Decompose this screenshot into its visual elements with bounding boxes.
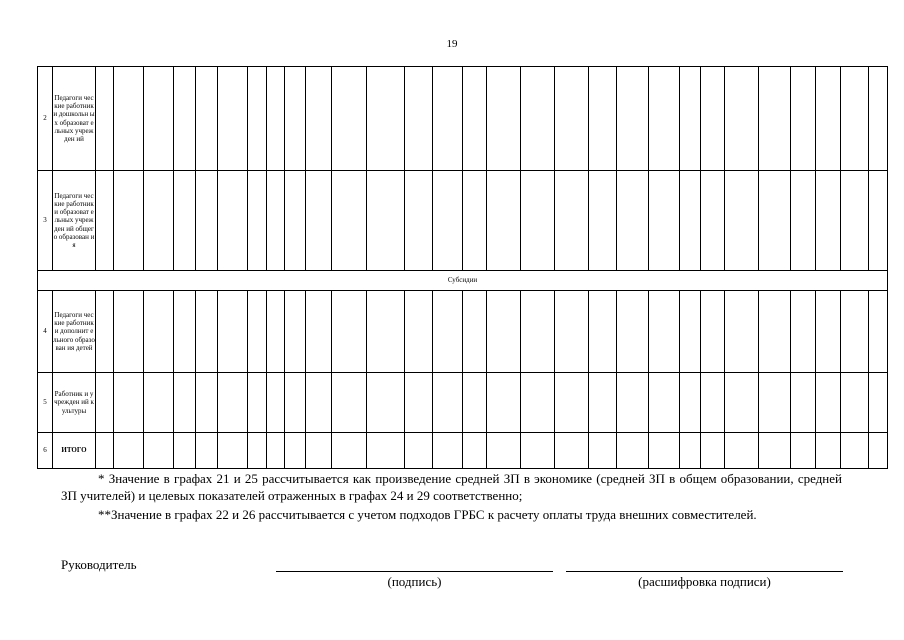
data-cell <box>463 433 487 469</box>
data-cell <box>701 373 725 433</box>
data-cell <box>332 67 367 171</box>
data-cell <box>267 433 285 469</box>
data-cell <box>841 67 869 171</box>
data-cell <box>589 373 617 433</box>
data-cell <box>521 67 555 171</box>
table-row <box>38 67 888 171</box>
data-cell <box>248 373 267 433</box>
data-cell <box>267 171 285 271</box>
table-row <box>38 291 888 373</box>
data-cell <box>114 171 144 271</box>
data-cell <box>96 67 114 171</box>
data-cell <box>285 171 306 271</box>
data-cell <box>759 67 791 171</box>
data-cell <box>367 433 405 469</box>
data-cell <box>218 67 248 171</box>
data-cell <box>332 171 367 271</box>
data-cell <box>285 291 306 373</box>
data-cell <box>791 433 816 469</box>
data-cell <box>463 171 487 271</box>
data-cell <box>267 67 285 171</box>
data-cell <box>617 67 649 171</box>
data-cell <box>306 373 332 433</box>
data-cell <box>521 373 555 433</box>
signature-line <box>276 571 553 572</box>
data-cell <box>680 67 701 171</box>
data-cell <box>114 291 144 373</box>
data-cell <box>701 291 725 373</box>
data-cell <box>144 291 174 373</box>
data-cell <box>174 171 196 271</box>
data-cell <box>680 433 701 469</box>
data-cell <box>617 171 649 271</box>
data-cell <box>218 433 248 469</box>
data-cell <box>306 67 332 171</box>
data-cell <box>174 67 196 171</box>
row-number: 4 <box>38 291 53 373</box>
data-cell <box>589 67 617 171</box>
data-cell <box>791 171 816 271</box>
data-cell <box>759 433 791 469</box>
table-row <box>38 373 888 433</box>
data-cell <box>405 373 433 433</box>
footnote-1 <box>61 470 842 504</box>
data-cell <box>367 291 405 373</box>
data-cell <box>463 373 487 433</box>
data-cell <box>869 171 888 271</box>
data-cell <box>841 171 869 271</box>
data-cell <box>680 373 701 433</box>
data-cell <box>649 171 680 271</box>
data-cell <box>433 171 463 271</box>
data-cell <box>487 433 521 469</box>
data-cell <box>680 171 701 271</box>
data-cell <box>367 67 405 171</box>
data-cell <box>96 433 114 469</box>
data-cell <box>306 171 332 271</box>
data-cell <box>114 67 144 171</box>
table-row <box>38 271 888 291</box>
data-cell <box>816 67 841 171</box>
data-cell <box>114 433 144 469</box>
data-cell <box>701 171 725 271</box>
data-cell <box>869 67 888 171</box>
data-cell <box>332 373 367 433</box>
data-cell <box>248 433 267 469</box>
row-category-name: Педагоги ческие работник и образоват ельных учрежден ий общего образован ия <box>53 171 96 271</box>
data-cell <box>96 291 114 373</box>
data-cell <box>589 291 617 373</box>
data-cell <box>144 373 174 433</box>
data-cell <box>521 171 555 271</box>
data-cell <box>759 171 791 271</box>
row-category-name: Педагоги ческие работник и дополнит ельного образован ия детей <box>53 291 96 373</box>
data-cell <box>367 171 405 271</box>
data-cell <box>725 291 759 373</box>
data-cell <box>617 373 649 433</box>
data-cell <box>218 291 248 373</box>
section-header: Субсидии <box>38 271 888 291</box>
data-cell <box>521 433 555 469</box>
data-table <box>37 66 888 469</box>
data-cell <box>816 433 841 469</box>
data-cell <box>433 433 463 469</box>
data-cell <box>701 433 725 469</box>
data-cell <box>759 291 791 373</box>
table-row <box>38 433 888 469</box>
footnote-1-text: * Значение в графах 21 и 25 рассчитывается как произведение средней ЗП в экономике (средней ЗП в общем образовании, средней ЗП учителей) и целевых показателей отраженных в графах 24 и 29 соответственно; <box>61 471 842 503</box>
row-category-name: ИТОГО <box>53 433 96 469</box>
decoding-line <box>566 571 843 572</box>
data-cell <box>841 291 869 373</box>
data-cell <box>589 433 617 469</box>
data-cell <box>649 433 680 469</box>
data-cell <box>332 433 367 469</box>
data-cell <box>196 433 218 469</box>
data-cell <box>521 291 555 373</box>
data-cell <box>174 433 196 469</box>
data-cell <box>267 373 285 433</box>
data-cell <box>144 433 174 469</box>
data-cell <box>869 291 888 373</box>
data-cell <box>218 171 248 271</box>
data-cell <box>617 433 649 469</box>
data-cell <box>841 433 869 469</box>
row-number: 6 <box>38 433 53 469</box>
data-cell <box>332 291 367 373</box>
row-category-name: Работник и учрежден ий культуры <box>53 373 96 433</box>
footnote-2-text: **Значение в графах 22 и 26 рассчитывается с учетом подходов ГРБС к расчету оплаты труда внешних совместителей. <box>98 507 757 522</box>
data-cell <box>701 67 725 171</box>
data-cell <box>649 373 680 433</box>
data-cell <box>248 67 267 171</box>
data-cell <box>487 291 521 373</box>
data-cell <box>174 291 196 373</box>
data-cell <box>725 373 759 433</box>
data-cell <box>589 171 617 271</box>
page-number: 19 <box>446 38 458 50</box>
table-row <box>38 171 888 271</box>
data-cell <box>306 433 332 469</box>
head-signature-label: Руководитель <box>61 557 137 572</box>
data-cell <box>405 171 433 271</box>
data-cell <box>555 373 589 433</box>
row-number: 2 <box>38 67 53 171</box>
data-cell <box>759 373 791 433</box>
data-cell <box>285 67 306 171</box>
data-cell <box>555 171 589 271</box>
data-cell <box>96 171 114 271</box>
data-cell <box>285 433 306 469</box>
data-cell <box>433 291 463 373</box>
data-cell <box>196 67 218 171</box>
data-cell <box>869 433 888 469</box>
signature-caption: (подпись) <box>387 574 442 589</box>
data-cell <box>196 291 218 373</box>
data-cell <box>196 373 218 433</box>
data-cell <box>791 67 816 171</box>
data-cell <box>725 67 759 171</box>
data-cell <box>816 291 841 373</box>
footnote-2 <box>61 506 842 523</box>
data-cell <box>405 433 433 469</box>
row-number: 5 <box>38 373 53 433</box>
data-cell <box>144 171 174 271</box>
data-cell <box>405 291 433 373</box>
data-cell <box>285 373 306 433</box>
row-number: 3 <box>38 171 53 271</box>
data-cell <box>487 67 521 171</box>
data-cell <box>144 67 174 171</box>
data-cell <box>433 373 463 433</box>
data-cell <box>487 373 521 433</box>
data-cell <box>649 67 680 171</box>
data-cell <box>463 67 487 171</box>
data-cell <box>725 171 759 271</box>
data-cell <box>218 373 248 433</box>
data-cell <box>174 373 196 433</box>
data-cell <box>433 67 463 171</box>
data-cell <box>869 373 888 433</box>
data-cell <box>114 373 144 433</box>
data-cell <box>841 373 869 433</box>
data-cell <box>248 291 267 373</box>
decoding-caption: (расшифровка подписи) <box>638 574 771 589</box>
data-cell <box>791 291 816 373</box>
data-cell <box>463 291 487 373</box>
data-cell <box>96 373 114 433</box>
data-cell <box>617 291 649 373</box>
data-cell <box>267 291 285 373</box>
data-cell <box>555 67 589 171</box>
data-cell <box>816 171 841 271</box>
data-cell <box>555 291 589 373</box>
data-cell <box>487 171 521 271</box>
data-cell <box>306 291 332 373</box>
data-cell <box>725 433 759 469</box>
data-cell <box>196 171 218 271</box>
data-cell <box>649 291 680 373</box>
data-cell <box>367 373 405 433</box>
data-cell <box>680 291 701 373</box>
data-cell <box>555 433 589 469</box>
data-cell <box>816 373 841 433</box>
data-cell <box>791 373 816 433</box>
data-cell <box>248 171 267 271</box>
row-category-name: Педагоги ческие работник и дошкольн ых образоват ельных учрежден ий <box>53 67 96 171</box>
data-cell <box>405 67 433 171</box>
